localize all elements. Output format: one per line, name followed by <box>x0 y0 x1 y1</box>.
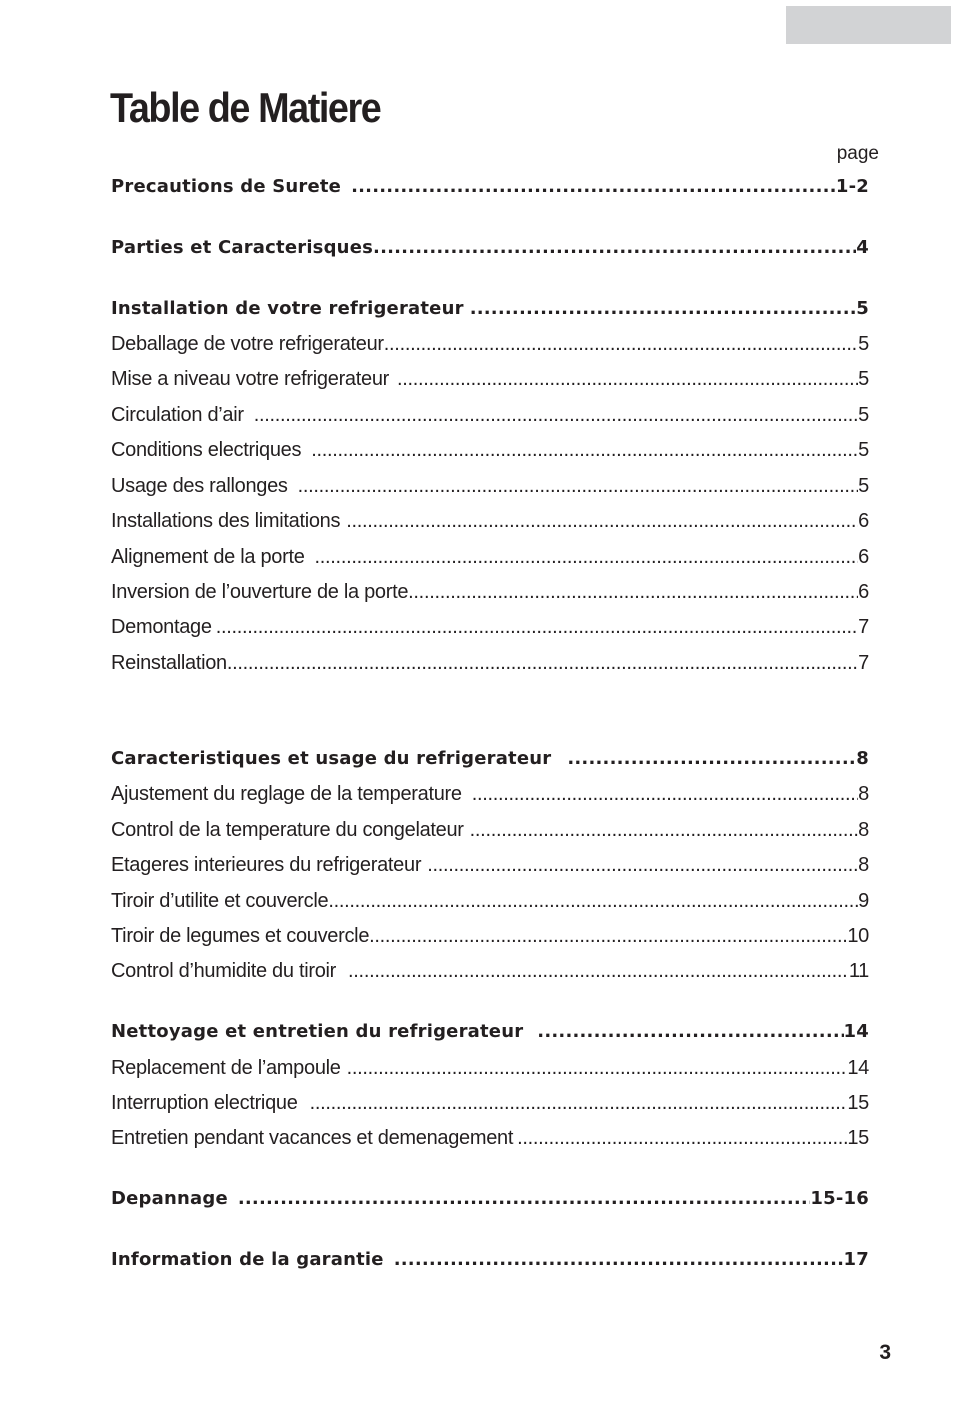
toc-entry-garantie[interactable] <box>111 1249 869 1270</box>
toc-leader-dots <box>567 748 856 769</box>
toc-entry-page: 4 <box>856 237 869 258</box>
toc-entry-label: Circulation d’air <box>111 404 244 426</box>
toc-entry-page: 1-2 <box>835 176 869 197</box>
toc-entry-label: Deballage de votre refrigerateur <box>111 333 384 355</box>
toc-entry-label: Parties et Caracterisques <box>111 237 374 258</box>
toc-entry-page: 8 <box>858 819 869 841</box>
toc-entry-page: 11 <box>848 960 869 982</box>
toc-entry-page: 5 <box>858 404 869 426</box>
toc-entry-label: Tiroir d’utilite et couvercle <box>111 890 329 912</box>
toc-entry-label: Control d’humidite du tiroir <box>111 960 337 982</box>
toc-entry-label: Inversion de l’ouverture de la porte <box>111 581 409 603</box>
toc-leader-dots <box>216 616 858 639</box>
toc-subentry[interactable] <box>111 546 869 569</box>
toc-entry-page: 14 <box>843 1021 869 1042</box>
toc-subentry[interactable] <box>111 890 869 913</box>
toc-entry-label: Ajustement du reglage de la temperature <box>111 783 462 805</box>
toc-entry-page: 15 <box>847 1092 869 1114</box>
toc-leader-dots <box>384 333 858 356</box>
toc-leader-dots <box>427 854 858 877</box>
toc-entry-label: Alignement de la porte <box>111 546 305 568</box>
toc-entry-page: 7 <box>858 616 869 638</box>
toc-entry-caracteristiques[interactable] <box>111 748 869 769</box>
toc-entry-page: 5 <box>858 368 869 390</box>
toc-entry-label: Tiroir de legumes et couvercle <box>111 925 370 947</box>
toc-entry-page: 10 <box>847 925 869 947</box>
toc-entry-page: 5 <box>858 475 869 497</box>
toc-entry-precautions[interactable] <box>111 176 869 197</box>
page-title: Table de Matiere <box>110 84 381 131</box>
toc-entry-label: Conditions electriques <box>111 439 302 461</box>
toc-entry-label: Nettoyage et entretien du refrigerateur <box>111 1021 524 1042</box>
toc-entry-label: Precautions de Surete <box>111 176 342 197</box>
page-number: 3 <box>879 1341 891 1364</box>
toc-leader-dots <box>346 510 858 533</box>
corner-tab-marker <box>786 6 951 44</box>
toc-subentry[interactable] <box>111 581 869 604</box>
toc-entry-label: Etageres interieures du refrigerateur <box>111 854 422 876</box>
toc-entry-label: Reinstallation <box>111 652 227 674</box>
toc-entry-page: 8 <box>856 748 869 769</box>
toc-entry-page: 6 <box>858 510 869 532</box>
toc-subentry[interactable] <box>111 616 869 639</box>
toc-leader-dots <box>373 237 856 258</box>
toc-entry-label: Caracteristiques et usage du refrigerateur <box>111 748 552 769</box>
toc-leader-dots <box>470 298 857 319</box>
toc-subentry[interactable] <box>111 819 869 842</box>
toc-entry-label: Installations des limitations <box>111 510 341 532</box>
toc-entry-page: 14 <box>847 1057 869 1079</box>
toc-entry-page: 5 <box>858 333 869 355</box>
toc-subentry[interactable] <box>111 783 869 806</box>
toc-entry-page: 9 <box>858 890 869 912</box>
toc-entry-label: Depannage <box>111 1188 228 1209</box>
page-column-label: page <box>836 143 879 164</box>
toc-entry-page: 5 <box>858 439 869 461</box>
toc-subentry[interactable] <box>111 960 869 983</box>
toc-entry-page: 8 <box>858 783 869 805</box>
toc-leader-dots <box>348 960 849 983</box>
toc-leader-dots <box>298 475 859 498</box>
toc-entry-label: Mise a niveau votre refrigerateur <box>111 368 390 390</box>
toc-entry-depannage[interactable] <box>111 1188 869 1209</box>
toc-entry-label: Demontage <box>111 616 212 638</box>
toc-entry-page: 8 <box>858 854 869 876</box>
toc-subentry[interactable] <box>111 1092 869 1115</box>
toc-leader-dots <box>517 1127 847 1150</box>
toc-subentry[interactable] <box>111 1127 869 1150</box>
toc-entry-label: Control de la temperature du congelateur <box>111 819 464 841</box>
toc-entry-page: 6 <box>858 581 869 603</box>
toc-leader-dots <box>311 439 858 462</box>
toc-entry-label: Interruption electrique <box>111 1092 298 1114</box>
toc-entry-page: 5 <box>856 298 869 319</box>
toc-entry-label: Installation de votre refrigerateur <box>111 298 464 319</box>
toc-leader-dots <box>238 1188 811 1209</box>
toc-subentry[interactable] <box>111 475 869 498</box>
toc-subentry[interactable] <box>111 925 869 948</box>
toc-subentry[interactable] <box>111 510 869 533</box>
toc-entry-page: 15 <box>847 1127 869 1149</box>
toc-leader-dots <box>227 652 858 675</box>
toc-entry-label: Usage des rallonges <box>111 475 288 497</box>
toc-subentry[interactable] <box>111 854 869 877</box>
toc-entry-label: Entretien pendant vacances et demenagement <box>111 1127 514 1149</box>
toc-leader-dots <box>537 1021 843 1042</box>
toc-entry-page: 7 <box>858 652 869 674</box>
toc-subentry[interactable] <box>111 652 869 675</box>
toc-subentry[interactable] <box>111 368 869 391</box>
toc-entry-installation[interactable] <box>111 298 869 319</box>
toc-leader-dots <box>394 1249 844 1270</box>
toc-entry-page: 15-16 <box>810 1188 869 1209</box>
toc-entry-page: 17 <box>843 1249 869 1270</box>
toc-leader-dots <box>310 1092 848 1115</box>
toc-subentry[interactable] <box>111 404 869 427</box>
toc-leader-dots <box>315 546 859 569</box>
toc-leader-dots <box>470 819 859 842</box>
toc-leader-dots <box>254 404 858 427</box>
toc-leader-dots <box>351 176 836 197</box>
toc-subentry[interactable] <box>111 439 869 462</box>
toc-entry-page: 6 <box>858 546 869 568</box>
toc-entry-label: Replacement de l’ampoule <box>111 1057 341 1079</box>
toc-subentry[interactable] <box>111 333 869 356</box>
toc-leader-dots <box>472 783 858 806</box>
toc-leader-dots <box>347 1057 848 1080</box>
toc-entry-nettoyage[interactable] <box>111 1021 869 1042</box>
toc-leader-dots <box>408 581 858 604</box>
toc-leader-dots <box>328 890 858 913</box>
toc-subentry[interactable] <box>111 1057 869 1080</box>
toc-leader-dots <box>397 368 858 391</box>
toc-leader-dots <box>369 925 847 948</box>
toc-entry-label: Information de la garantie <box>111 1249 384 1270</box>
toc-entry-parties[interactable] <box>111 237 869 258</box>
